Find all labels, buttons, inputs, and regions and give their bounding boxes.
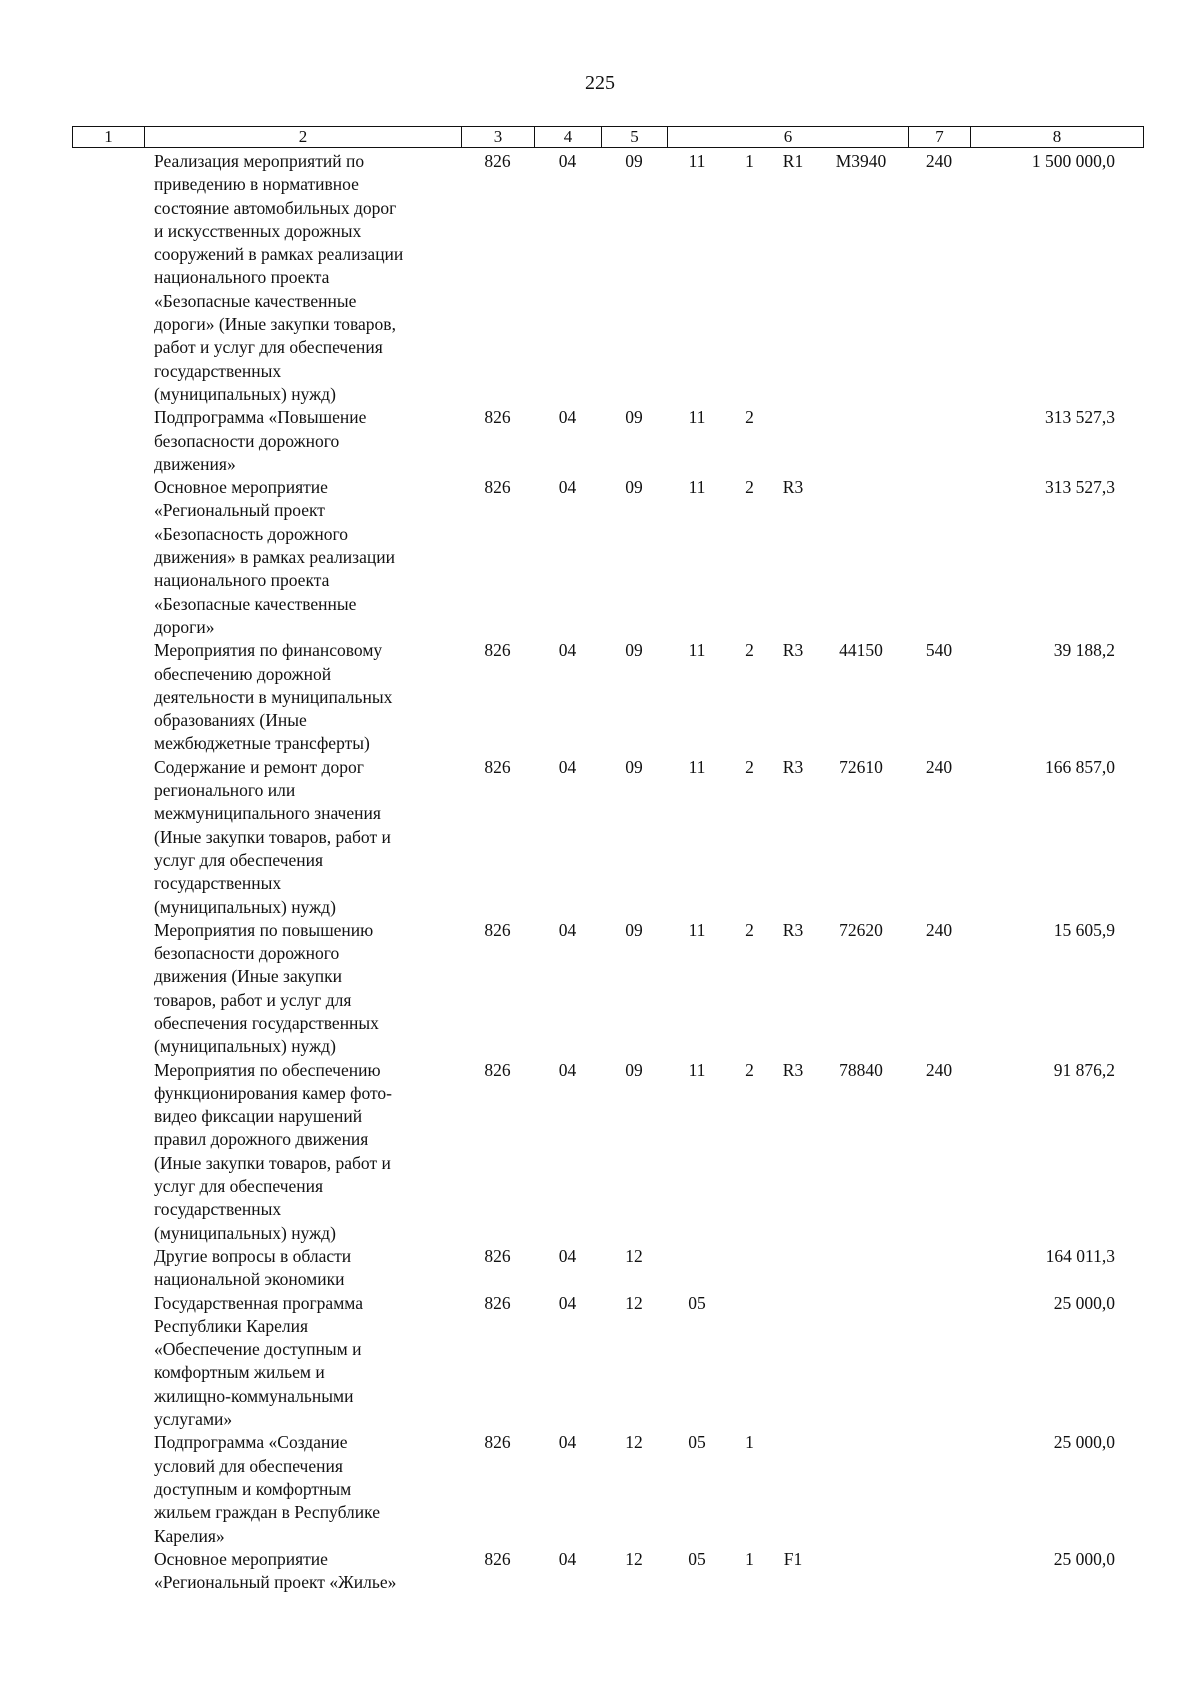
item-name-line: Другие вопросы в области (154, 1245, 352, 1266)
page-number: 225 (585, 72, 615, 94)
item-name-cell (154, 406, 461, 476)
subsection-code-cell: 09 (625, 407, 643, 428)
project-code-cell: R1 (782, 151, 804, 171)
item-name-line: сооружений в рамках реализации (154, 244, 404, 265)
item-name-line: (муниципальных) нужд) (154, 896, 336, 917)
column-header-table (72, 126, 1144, 148)
program-code-cell: 11 (688, 640, 706, 661)
section-code-cell: 04 (558, 1548, 577, 1569)
item-name-line: межбюджетные трансферты) (154, 733, 370, 754)
table-row (72, 1431, 1143, 1547)
item-name-line: и искусственных дорожных (154, 220, 362, 241)
section-code-cell: 04 (558, 151, 577, 171)
table-row (72, 756, 1143, 919)
item-name-line: видео фиксации нарушений (154, 1106, 363, 1127)
amount-cell: 25 000,0 (1053, 1292, 1115, 1313)
amount-cell: 313 527,3 (1045, 477, 1115, 498)
item-name-line: Содержание и ремонт дорог (154, 756, 364, 777)
ministry-code-cell: 826 (484, 1245, 511, 1266)
item-name-line: дороги» (154, 616, 215, 637)
item-name-line: деятельности в муниципальных (154, 686, 393, 707)
amount-cell: 25 000,0 (1053, 1432, 1115, 1453)
expense-type-code-cell: 240 (925, 756, 953, 777)
item-name-line: «Региональный проект «Жилье» (154, 1572, 397, 1593)
item-name-cell (154, 1245, 461, 1292)
item-name-line: работ и услуг для обеспечения (154, 337, 383, 358)
item-name-cell (154, 150, 461, 406)
expense-type-code-cell: 540 (925, 640, 953, 661)
item-name-line: Мероприятия по финансовому (154, 640, 383, 661)
item-name-line: движения» (154, 453, 236, 474)
item-name-cell (154, 1292, 461, 1432)
ministry-code-cell: 826 (484, 1292, 511, 1313)
item-name-line: комфортным жильем и (154, 1362, 325, 1383)
direction-code-cell: 72610 (839, 756, 883, 777)
project-code-cell: R3 (782, 477, 804, 498)
amount-cell: 25 000,0 (1053, 1548, 1115, 1569)
item-name-cell (154, 1059, 461, 1245)
item-name-line: Карелия» (154, 1525, 225, 1546)
item-name-line: «Обеспечение доступным и (154, 1339, 362, 1360)
item-name-line: условий для обеспечения (154, 1455, 343, 1476)
subprogram-code-cell: 2 (745, 919, 754, 940)
column-header-6: 6 (668, 127, 909, 148)
item-name-line: Основное мероприятие (154, 1548, 328, 1569)
direction-code-cell: 44150 (839, 640, 883, 661)
program-code-cell: 05 (688, 1548, 706, 1569)
section-code-cell: 04 (558, 1059, 577, 1080)
item-name-line: образованиях (Иные (154, 710, 307, 731)
subprogram-code-cell: 1 (745, 1548, 754, 1569)
item-name-line: (Иные закупки товаров, работ и (154, 826, 391, 847)
item-name-line: «Региональный проект (154, 500, 325, 521)
table-row (72, 639, 1143, 755)
project-code-cell: R3 (782, 756, 804, 777)
item-name-line: услуг для обеспечения (154, 849, 324, 870)
amount-cell: 1 500 000,0 (1031, 151, 1115, 171)
program-code-cell: 11 (688, 477, 706, 498)
section-code-cell: 04 (558, 477, 577, 498)
item-name-line: доступным и комфортным (154, 1478, 352, 1499)
item-name-line: движения» в рамках реализации (154, 547, 395, 568)
column-header-7: 7 (909, 127, 971, 148)
subsection-code-cell: 12 (625, 1245, 643, 1266)
item-name-line: (муниципальных) нужд) (154, 383, 336, 404)
item-name-line: Республики Карелия (154, 1315, 309, 1336)
ministry-code-cell: 826 (484, 919, 511, 940)
table-row (72, 406, 1143, 476)
table-row (72, 1059, 1143, 1245)
table-row (72, 1292, 1143, 1432)
program-code-cell: 11 (688, 407, 706, 428)
item-name-line: «Безопасные качественные (154, 290, 357, 311)
direction-code-cell: 78840 (839, 1059, 883, 1080)
item-name-line: Подпрограмма «Повышение (154, 407, 367, 428)
amount-cell: 166 857,0 (1045, 756, 1115, 777)
project-code-cell: F1 (783, 1548, 803, 1569)
item-name-line: Реализация мероприятий по (154, 151, 365, 171)
item-name-cell (154, 639, 461, 755)
table-row (72, 1245, 1143, 1292)
section-code-cell: 04 (558, 640, 577, 661)
table-row (72, 919, 1143, 1059)
subprogram-code-cell: 2 (745, 1059, 754, 1080)
budget-table-body (72, 150, 1143, 1594)
item-name-line: безопасности дорожного (154, 430, 340, 451)
item-name-line: услугами» (154, 1409, 233, 1430)
item-name-line: межмуниципального значения (154, 803, 381, 824)
item-name-line: обеспечению дорожной (154, 663, 332, 684)
program-code-cell: 11 (688, 919, 706, 940)
amount-cell: 15 605,9 (1053, 919, 1115, 940)
ministry-code-cell: 826 (484, 151, 511, 171)
item-name-line: «Безопасность дорожного (154, 523, 348, 544)
project-code-cell: R3 (782, 640, 804, 661)
item-name-line: правил дорожного движения (154, 1129, 369, 1150)
item-name-cell (154, 1548, 461, 1595)
item-name-line: состояние автомобильных дорог (154, 197, 397, 218)
subsection-code-cell: 09 (625, 477, 643, 498)
item-name-line: безопасности дорожного (154, 943, 340, 964)
amount-cell: 164 011,3 (1045, 1245, 1115, 1266)
subprogram-code-cell: 2 (745, 756, 754, 777)
ministry-code-cell: 826 (484, 477, 511, 498)
item-name-line: государственных (154, 360, 282, 381)
column-header-row (73, 127, 1144, 148)
section-code-cell: 04 (558, 407, 577, 428)
subsection-code-cell: 12 (625, 1548, 643, 1569)
subsection-code-cell: 09 (625, 1059, 643, 1080)
column-header-1: 1 (73, 127, 145, 148)
item-name-line: функционирования камер фото- (154, 1082, 393, 1103)
column-header-3: 3 (462, 127, 535, 148)
item-name-line: национального проекта (154, 570, 330, 591)
project-code-cell: R3 (782, 1059, 804, 1080)
item-name-cell (154, 1431, 461, 1547)
expense-type-code-cell: 240 (925, 1059, 953, 1080)
subprogram-code-cell: 1 (745, 1432, 754, 1453)
column-header-2: 2 (145, 127, 462, 148)
direction-code-cell: 72620 (839, 919, 883, 940)
program-code-cell: 11 (688, 756, 706, 777)
ministry-code-cell: 826 (484, 756, 511, 777)
amount-cell: 39 188,2 (1053, 640, 1115, 661)
item-name-line: Мероприятия по повышению (154, 919, 374, 940)
subprogram-code-cell: 1 (745, 151, 754, 171)
item-name-line: услуг для обеспечения (154, 1176, 324, 1197)
item-name-line: товаров, работ и услуг для (154, 989, 352, 1010)
item-name-line: жилищно-коммунальными (154, 1385, 354, 1406)
item-name-line: дороги» (Иные закупки товаров, (154, 314, 396, 335)
ministry-code-cell: 826 (484, 407, 511, 428)
subsection-code-cell: 09 (625, 756, 643, 777)
table-row (72, 1548, 1143, 1595)
section-code-cell: 04 (558, 919, 577, 940)
program-code-cell: 11 (688, 151, 706, 171)
table-row (72, 476, 1143, 639)
project-code-cell: R3 (782, 919, 804, 940)
item-name-line: приведению в нормативное (154, 174, 359, 195)
item-name-line: Подпрограмма «Создание (154, 1432, 348, 1453)
section-code-cell: 04 (558, 1432, 577, 1453)
subprogram-code-cell: 2 (745, 477, 754, 498)
subsection-code-cell: 09 (625, 919, 643, 940)
item-name-line: обеспечения государственных (154, 1012, 379, 1033)
item-name-line: (муниципальных) нужд) (154, 1222, 336, 1243)
item-name-cell (154, 756, 461, 919)
item-name-line: Основное мероприятие (154, 477, 328, 498)
column-header-4: 4 (535, 127, 602, 148)
ministry-code-cell: 826 (484, 640, 511, 661)
section-code-cell: 04 (558, 1245, 577, 1266)
table-row (72, 150, 1143, 406)
column-header-8: 8 (971, 127, 1144, 148)
subprogram-code-cell: 2 (745, 640, 754, 661)
item-name-line: жильем граждан в Республике (154, 1502, 380, 1523)
ministry-code-cell: 826 (484, 1432, 511, 1453)
section-code-cell: 04 (558, 756, 577, 777)
item-name-line: (Иные закупки товаров, работ и (154, 1152, 391, 1173)
subprogram-code-cell: 2 (745, 407, 754, 428)
item-name-line: государственных (154, 1199, 282, 1220)
column-header-5: 5 (602, 127, 668, 148)
direction-code-cell: М3940 (835, 151, 887, 171)
amount-cell: 313 527,3 (1045, 407, 1115, 428)
subsection-code-cell: 12 (625, 1432, 643, 1453)
subsection-code-cell: 12 (625, 1292, 643, 1313)
subsection-code-cell: 09 (625, 151, 643, 171)
program-code-cell: 05 (688, 1432, 706, 1453)
item-name-line: движения (Иные закупки (154, 966, 342, 987)
item-name-line: национального проекта (154, 267, 330, 288)
ministry-code-cell: 826 (484, 1548, 511, 1569)
section-code-cell: 04 (558, 1292, 577, 1313)
item-name-line: государственных (154, 873, 282, 894)
item-name-cell (154, 919, 461, 1059)
amount-cell: 91 876,2 (1053, 1059, 1115, 1080)
subsection-code-cell: 09 (625, 640, 643, 661)
ministry-code-cell: 826 (484, 1059, 511, 1080)
program-code-cell: 11 (688, 1059, 706, 1080)
expense-type-code-cell: 240 (925, 151, 953, 171)
expense-type-code-cell: 240 (925, 919, 953, 940)
item-name-line: регионального или (154, 780, 296, 801)
item-name-line: (муниципальных) нужд) (154, 1036, 336, 1057)
item-name-line: Мероприятия по обеспечению (154, 1059, 381, 1080)
item-name-line: Государственная программа (154, 1292, 363, 1313)
item-name-line: «Безопасные качественные (154, 593, 357, 614)
item-name-cell (154, 476, 461, 639)
item-name-line: национальной экономики (154, 1269, 345, 1290)
program-code-cell: 05 (688, 1292, 706, 1313)
